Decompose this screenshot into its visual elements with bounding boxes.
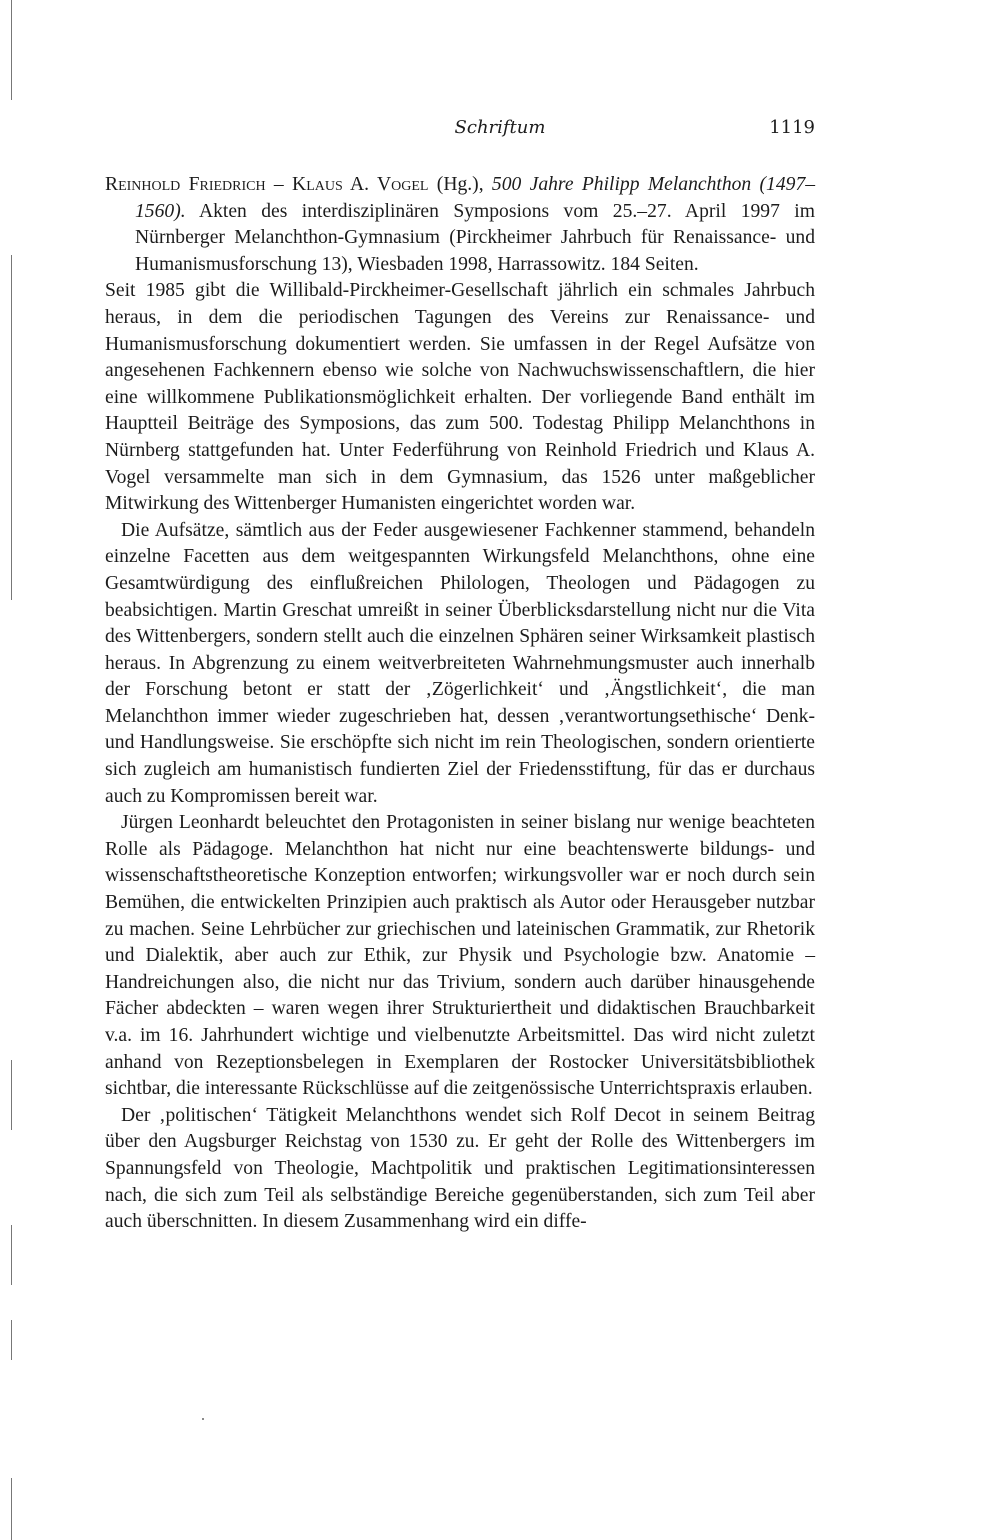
bibliographic-entry: Reinhold Friedrich – Klaus A. Vogel (Hg.), 500 Jahre Philipp Melanchthon (1497–1560). Akten des interdisziplinären Symposions vom 25.–27. April 1997 im Nürnberger Melanchthon-Gymnasium (Pirckheimer Jahrbuch für Renaissance- und Humanismusforschung 13), Wiesbaden 1998, Harrassowitz. 184 Seiten. <box>105 174 816 275</box>
review-author: Klaus A. Vogel <box>292 174 429 195</box>
paragraph: Jürgen Leonhardt beleuchtet den Protagonisten in seiner bislang nur wenige beachteten Rolle als Pädagoge. Melanchthon hat nicht nur eine beachtenswerte bildungs- und wissenschaftstheoretische Konzeption entworfen; wirkungsvoller war er noch durch sein Bemühen, die entwickelten Prinzipien auch praktisch als Autor oder Herausgeber nutzbar zu machen. Seine Lehrbücher zur griechischen und lateinischen Grammatik, zur Rhetorik und Dialektik, aber auch zur Ethik, zur Physik und Psychologie bzw. Anatomie – Handreichungen also, die nicht nur das Trivium, sondern auch darüber hinausgehende Fächer abdeckten – waren wegen ihrer Strukturiertheit und didaktischen Brauchbarkeit v.a. im 16. Jahrhundert wichtige und vielbenutzte Arbeitsmittel. Das wird nicht zuletzt anhand von Rezeptionsbelegen in Exemplaren der Rostocker Universitätsbibliothek sichtbar, die interessante Rückschlüsse auf die zeitgenössische Unterrichtspraxis erlauben. <box>105 812 815 1100</box>
book-title: 500 Jahre Philipp Melanchthon (1497–1560). <box>135 174 816 222</box>
scan-edge-line <box>11 1478 12 1540</box>
review-author: Reinhold Friedrich <box>105 174 266 195</box>
paragraph: Seit 1985 gibt die Willibald-Pirckheimer-Gesellschaft jährlich ein schmales Jahrbuch heraus, in dem die periodischen Tagungen des Vereins zur Renaissance- und Humanismusforschung dokumentiert werden. Sie umfassen in der Regel Aufsätze von angesehenen Fachkennern ebenso wie solche von Nachwuchswissenschaftlern, die hier eine willkommene Publikationsmöglichkeit erhalten. Der vorliegende Band enthält im Hauptteil Beiträge des Symposions, das zum 500. Todestag Philipp Melanchthons in Nürnberg stattgefunden hat. Unter Federführung von Reinhold Friedrich und Klaus A. Vogel versammelte man sich in dem Gymnasium, das 1526 unter maßgeblicher Mitwirkung des Wittenberger Humanisten eingerichtet worden war. <box>105 280 815 515</box>
running-header-title: Schriftum <box>454 117 546 138</box>
paragraph: Die Aufsätze, sämtlich aus der Feder ausgewiesener Fachkenner stammend, behandeln einzelne Facetten aus dem weitgespannten Wirkungsfeld Melanchthons, ohne eine Gesamtwürdigung des einflußreichen Philologen, Theologen und Pädagogen zu beabsichtigen. Martin Greschat umreißt in seiner Überblicksdarstellung nicht nur die Vita des Wittenbergers, sondern stellt auch die einzelnen Sphären seiner Wirksamkeit plastisch heraus. In Abgrenzung zu einem weitverbreiteten Wahrnehmungsmuster auch innerhalb der Forschung betont er statt der ‚Zögerlichkeit‘ und ‚Ängstlichkeit‘, die man Melanchthon immer wieder zugeschrieben hat, dessen ‚verantwortungsethische‘ Denk- und Handlungsweise. Sie erschöpfte sich nicht im rein Theologischen, sondern orientierte sich zugleich am humanistisch fundierten Ziel der Friedensstiftung, für das er durchaus auch zu Kompromissen bereit war. <box>105 519 815 807</box>
scan-edge-line <box>11 0 12 100</box>
scan-edge-line <box>11 1225 12 1285</box>
scan-speck <box>202 1418 204 1420</box>
scan-edge-line <box>11 255 12 600</box>
page-body <box>105 172 815 1236</box>
page-number: 1119 <box>769 117 815 138</box>
paragraph: Der ‚politischen‘ Tätigkeit Melanchthons wendet sich Rolf Decot in seinem Beitrag über den Augsburger Reichstag von 1530 zu. Er geht der Rolle des Wittenbergers im Spannungsfeld von Theologie, Machtpolitik und praktischen Legitimationsinteressen nach, die sich zum Teil als selbständige Bereiche gegenüberstanden, sich zum Teil aber auch überschnitten. In diesem Zusammenhang wird ein diffe- <box>105 1104 815 1233</box>
scan-edge-line <box>11 1320 12 1360</box>
scan-edge-line <box>11 1060 12 1130</box>
book-details: Akten des interdisziplinären Symposions vom 25.–27. April 1997 im Nürnberger Melanchthon-Gymnasium (Pirckheimer Jahrbuch für Renaissance- und Humanismusforschung 13), Wiesbaden 1998, Harrassowitz. 184 Seiten. <box>135 200 815 275</box>
